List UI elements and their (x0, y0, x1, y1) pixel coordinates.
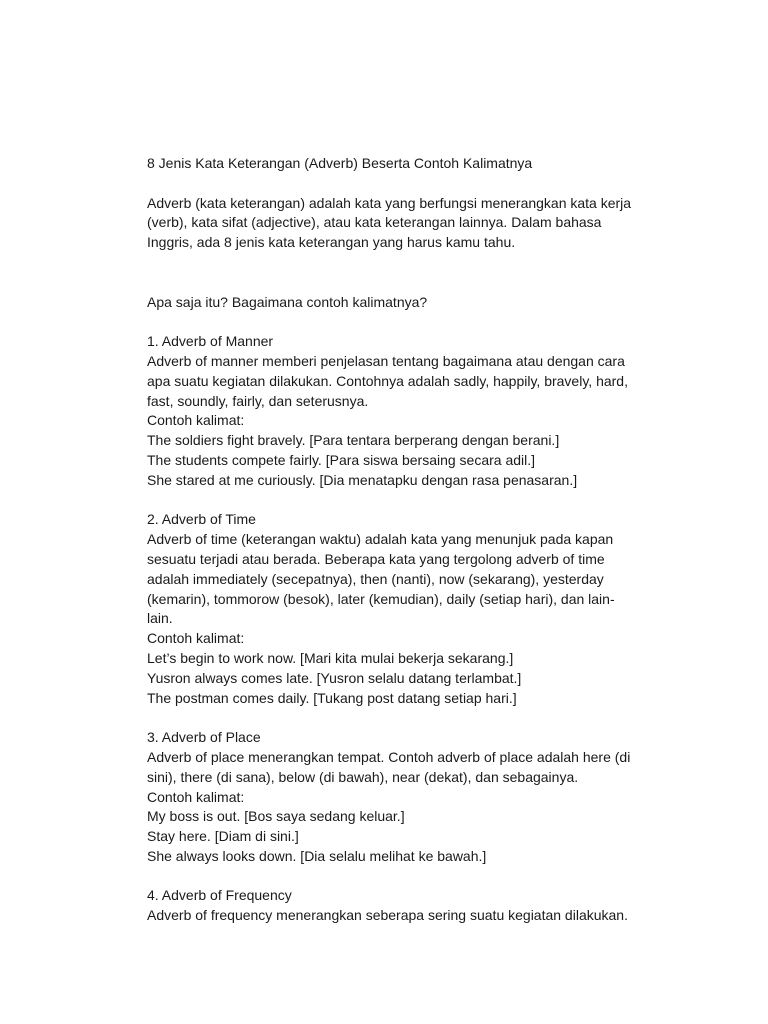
section-line: Stay here. [Diam di sini.] (147, 828, 299, 845)
section-line: sini), there (di sana), below (di bawah), near (dekat), dan sebagainya. (147, 768, 579, 785)
section-line: The soldiers fight bravely. [Para tentara berperang dengan berani.] (147, 432, 560, 449)
section-heading: 3. Adverb of Place (147, 729, 261, 746)
intro-paragraph (147, 194, 687, 253)
section-line: Adverb of time (keterangan waktu) adalah kata yang menunjuk pada kapan (147, 531, 614, 548)
section-line: Contoh kalimat: (147, 630, 245, 647)
intro-line: Inggris, ada 8 jenis kata keterangan yang harus kamu tahu. (147, 234, 516, 251)
question-line: Apa saja itu? Bagaimana contoh kalimatnya? (147, 293, 428, 310)
section-line: Contoh kalimat: (147, 788, 245, 805)
section-line: sesuatu terjadi atau berada. Beberapa kata yang tergolong adverb of time (147, 550, 605, 567)
section-line: The postman comes daily. [Tukang post datang setiap hari.] (147, 689, 517, 706)
section-line: Contoh kalimat: (147, 412, 245, 429)
section-line: Yusron always comes late. [Yusron selalu datang terlambat.] (147, 669, 522, 686)
section-heading: 1. Adverb of Manner (147, 333, 274, 350)
section-line: My boss is out. [Bos saya sedang keluar.] (147, 808, 405, 825)
section-line: Adverb of manner memberi penjelasan tentang bagaimana atau dengan cara (147, 352, 625, 369)
intro-line: Adverb (kata keterangan) adalah kata yang berfungsi menerangkan kata kerja (147, 194, 632, 211)
section-adverb-of-place (147, 728, 687, 867)
section-line: She stared at me curiously. [Dia menatapku dengan rasa penasaran.] (147, 471, 578, 488)
section-line: (kemarin), tommorow (besok), later (kemudian), daily (setiap hari), dan lain- (147, 590, 615, 607)
section-line: fast, soundly, fairly, dan seterusnya. (147, 392, 369, 409)
section-adverb-of-time (147, 510, 687, 708)
section-line: She always looks down. [Dia selalu melihat ke bawah.] (147, 847, 487, 864)
section-line: Adverb of place menerangkan tempat. Contoh adverb of place adalah here (di (147, 748, 631, 765)
section-line: adalah immediately (secepatnya), then (nanti), now (sekarang), yesterday (147, 570, 604, 587)
section-line: Adverb of frequency menerangkan seberapa sering suatu kegiatan dilakukan. (147, 907, 628, 924)
section-heading: 2. Adverb of Time (147, 511, 256, 528)
section-heading: 4. Adverb of Frequency (147, 887, 292, 904)
section-line: Let’s begin to work now. [Mari kita mulai bekerja sekarang.] (147, 649, 514, 666)
section-adverb-of-manner (147, 332, 687, 490)
section-line: lain. (147, 610, 173, 627)
section-line: apa suatu kegiatan dilakukan. Contohnya adalah sadly, happily, bravely, hard, (147, 372, 628, 389)
intro-line: (verb), kata sifat (adjective), atau kata keterangan lainnya. Dalam bahasa (147, 214, 602, 231)
section-adverb-of-frequency (147, 886, 687, 926)
document-page (147, 154, 687, 946)
document-title: 8 Jenis Kata Keterangan (Adverb) Beserta Contoh Kalimatnya (147, 155, 533, 171)
section-line: The students compete fairly. [Para siswa bersaing secara adil.] (147, 451, 536, 468)
